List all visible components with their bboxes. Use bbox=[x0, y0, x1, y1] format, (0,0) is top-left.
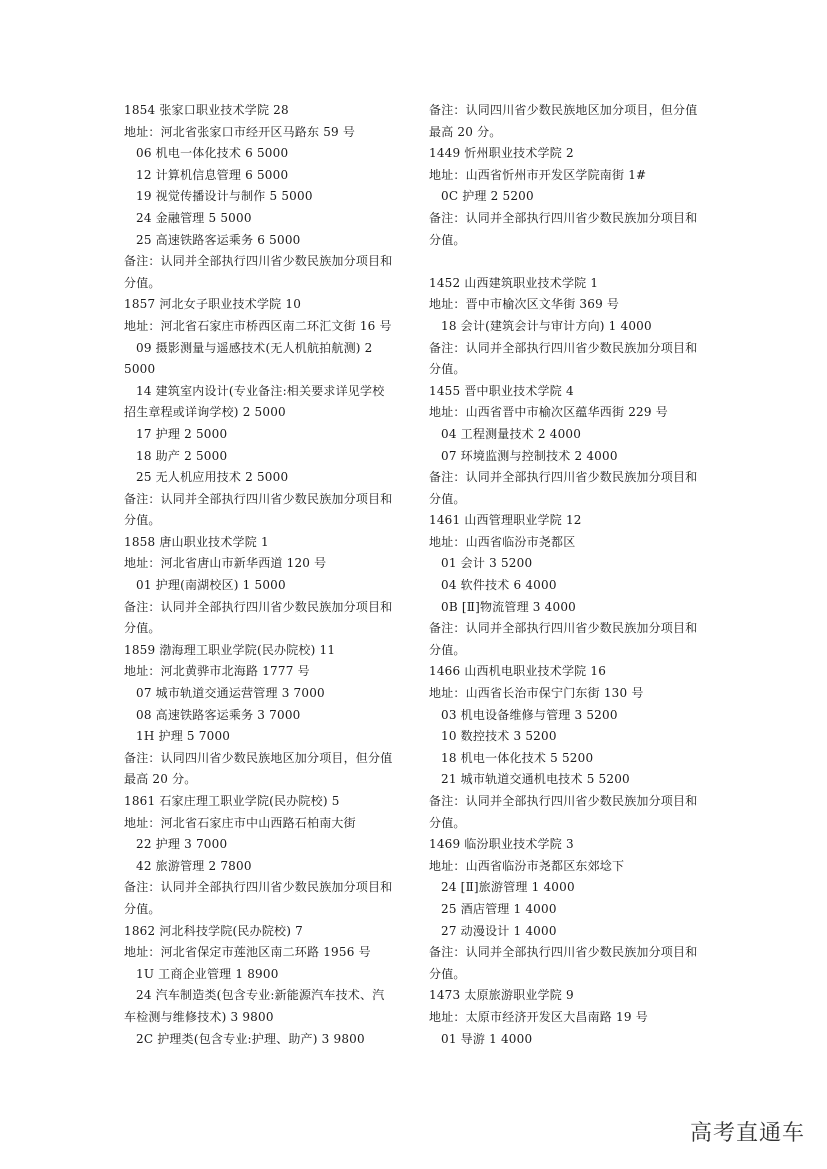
text-line: 备注：认同四川省少数民族地区加分项目，但分值 bbox=[429, 103, 698, 117]
text-line: 备注：认同并全部执行四川省少数民族加分项目和 bbox=[429, 340, 698, 355]
text-line: 分值。 bbox=[429, 232, 466, 247]
text-line: 备注：认同并全部执行四川省少数民族加分项目和 bbox=[429, 621, 698, 636]
text-line: 04 工程测量技术 2 4000 bbox=[441, 426, 582, 441]
text-line: 1473 太原旅游职业学院 9 bbox=[429, 988, 574, 1003]
text-line: 备注：认同并全部执行四川省少数民族加分项目和 bbox=[124, 254, 393, 269]
text-line: 03 机电设备维修与管理 3 5200 bbox=[441, 707, 618, 722]
text-line: 备注：认同四川省少数民族地区加分项目，但分值 bbox=[124, 750, 393, 765]
text-line: 24 汽车制造类(包含专业:新能源汽车技术、汽 bbox=[136, 988, 385, 1003]
text-line: 1862 河北科技学院(民办院校) 7 bbox=[124, 923, 303, 938]
text-line: 06 机电一体化技术 6 5000 bbox=[136, 146, 289, 161]
text-line: 备注：认同并全部执行四川省少数民族加分项目和 bbox=[429, 210, 698, 225]
text-line: 07 城市轨道交通运营管理 3 7000 bbox=[136, 686, 325, 701]
text-line: 地址：山西省临汾市尧都区东郊埝下 bbox=[429, 858, 625, 873]
text-line: 最高 20 分。 bbox=[124, 772, 197, 787]
text-line: 01 会计 3 5200 bbox=[441, 556, 533, 571]
text-line: 地址：太原市经济开发区大昌南路 19 号 bbox=[429, 1009, 648, 1024]
text-line: 42 旅游管理 2 7800 bbox=[136, 858, 252, 873]
text-line: 分值。 bbox=[124, 275, 161, 290]
text-line: 备注：认同并全部执行四川省少数民族加分项目和 bbox=[429, 470, 698, 485]
text-line: 1455 晋中职业技术学院 4 bbox=[429, 383, 574, 398]
text-line: 地址：河北黄骅市北海路 1777 号 bbox=[124, 664, 310, 679]
text-line: 25 酒店管理 1 4000 bbox=[441, 901, 557, 916]
text-line: 24 金融管理 5 5000 bbox=[136, 210, 252, 225]
left-column bbox=[124, 100, 409, 1050]
text-line: 5000 bbox=[124, 362, 156, 377]
text-line: 1859 渤海理工职业学院(民办院校) 11 bbox=[124, 642, 336, 657]
text-line: 备注：认同并全部执行四川省少数民族加分项目和 bbox=[429, 794, 698, 808]
right-column bbox=[429, 100, 714, 1050]
text-line: 25 高速铁路客运乘务 6 5000 bbox=[136, 232, 301, 247]
text-line: 地址：山西省忻州市开发区学院南街 1# bbox=[429, 167, 647, 182]
text-line: 08 高速铁路客运乘务 3 7000 bbox=[136, 707, 301, 722]
text-line: 车检测与维修技术) 3 9800 bbox=[124, 1009, 274, 1024]
text-line: 0B [Ⅱ]物流管理 3 4000 bbox=[441, 599, 576, 614]
text-line: 地址：河北省唐山市新华西道 120 号 bbox=[124, 556, 327, 571]
text-line: 地址：河北省张家口市经开区马路东 59 号 bbox=[124, 124, 356, 139]
text-line: 04 软件技术 6 4000 bbox=[441, 578, 557, 593]
text-line: 分值。 bbox=[124, 621, 161, 636]
text-line: 分值。 bbox=[429, 362, 466, 377]
text-line: 1469 临汾职业技术学院 3 bbox=[429, 837, 574, 852]
text-line: 地址：山西省临汾市尧都区 bbox=[429, 534, 576, 549]
text-line: 24 [Ⅱ]旅游管理 1 4000 bbox=[441, 880, 575, 895]
text-line: 分值。 bbox=[429, 491, 466, 506]
text-line: 地址：山西省晋中市榆次区蕴华西街 229 号 bbox=[429, 405, 668, 420]
text-line: 地址：河北省石家庄市桥西区南二环汇文街 16 号 bbox=[124, 318, 392, 333]
text-line: 1452 山西建筑职业技术学院 1 bbox=[429, 275, 599, 290]
text-line: 07 环境监测与控制技术 2 4000 bbox=[441, 448, 618, 463]
text-line bbox=[429, 251, 714, 273]
text-line: 备注：认同并全部执行四川省少数民族加分项目和 bbox=[429, 945, 698, 960]
text-line: 1858 唐山职业技术学院 1 bbox=[124, 534, 269, 549]
text-line: 1854 张家口职业技术学院 28 bbox=[124, 103, 289, 117]
text-line: 备注：认同并全部执行四川省少数民族加分项目和 bbox=[124, 599, 393, 614]
text-line: 1466 山西机电职业技术学院 16 bbox=[429, 664, 607, 679]
text-line: 18 机电一体化技术 5 5200 bbox=[441, 750, 594, 765]
text-line: 19 视觉传播设计与制作 5 5000 bbox=[136, 189, 313, 204]
text-line: 09 摄影测量与遥感技术(无人机航拍航测) 2 bbox=[136, 340, 373, 355]
text-line: 最高 20 分。 bbox=[429, 124, 502, 139]
text-line: 17 护理 2 5000 bbox=[136, 426, 228, 441]
text-line: 18 会计(建筑会计与审计方向) 1 4000 bbox=[441, 318, 652, 333]
text-line: 分值。 bbox=[429, 815, 466, 830]
text-line: 01 导游 1 4000 bbox=[441, 1031, 533, 1046]
text-line: 14 建筑室内设计(专业备注:相关要求详见学校 bbox=[136, 383, 385, 398]
text-line: 21 城市轨道交通机电技术 5 5200 bbox=[441, 772, 630, 787]
text-line: 招生章程或详询学校) 2 5000 bbox=[124, 405, 286, 420]
text-line: 18 助产 2 5000 bbox=[136, 448, 228, 463]
text-line: 地址：河北省石家庄市中山西路石柏南大街 bbox=[124, 815, 356, 830]
text-line: 备注：认同并全部执行四川省少数民族加分项目和 bbox=[124, 491, 393, 506]
text-line: 分值。 bbox=[429, 642, 466, 657]
text-line: 22 护理 3 7000 bbox=[136, 837, 228, 852]
text-line: 01 护理(南湖校区) 1 5000 bbox=[136, 578, 286, 593]
text-line: 1U 工商企业管理 1 8900 bbox=[136, 966, 279, 981]
text-line: 1861 石家庄理工职业学院(民办院校) 5 bbox=[124, 794, 340, 808]
text-line: 27 动漫设计 1 4000 bbox=[441, 923, 557, 938]
text-line: 地址：河北省保定市莲池区南二环路 1956 号 bbox=[124, 945, 371, 960]
text-line: 0C 护理 2 5200 bbox=[441, 189, 534, 204]
text-line: 12 计算机信息管理 6 5000 bbox=[136, 167, 289, 182]
text-line: 1449 忻州职业技术学院 2 bbox=[429, 146, 574, 161]
text-line: 1H 护理 5 7000 bbox=[136, 729, 231, 744]
text-line: 25 无人机应用技术 2 5000 bbox=[136, 470, 289, 485]
text-line: 地址：晋中市榆次区文华街 369 号 bbox=[429, 297, 620, 312]
text-line: 分值。 bbox=[124, 901, 161, 916]
watermark-logo: 高考直通车 bbox=[690, 1121, 806, 1146]
text-line: 1461 山西管理职业学院 12 bbox=[429, 513, 582, 528]
text-line: 2C 护理类(包含专业:护理、助产) 3 9800 bbox=[136, 1031, 365, 1046]
text-line: 备注：认同并全部执行四川省少数民族加分项目和 bbox=[124, 880, 393, 895]
text-line: 1857 河北女子职业技术学院 10 bbox=[124, 297, 302, 312]
text-line: 分值。 bbox=[429, 966, 466, 981]
text-line: 分值。 bbox=[124, 513, 161, 528]
text-line: 地址：山西省长治市保宁门东街 130 号 bbox=[429, 686, 644, 701]
text-line: 10 数控技术 3 5200 bbox=[441, 729, 557, 744]
